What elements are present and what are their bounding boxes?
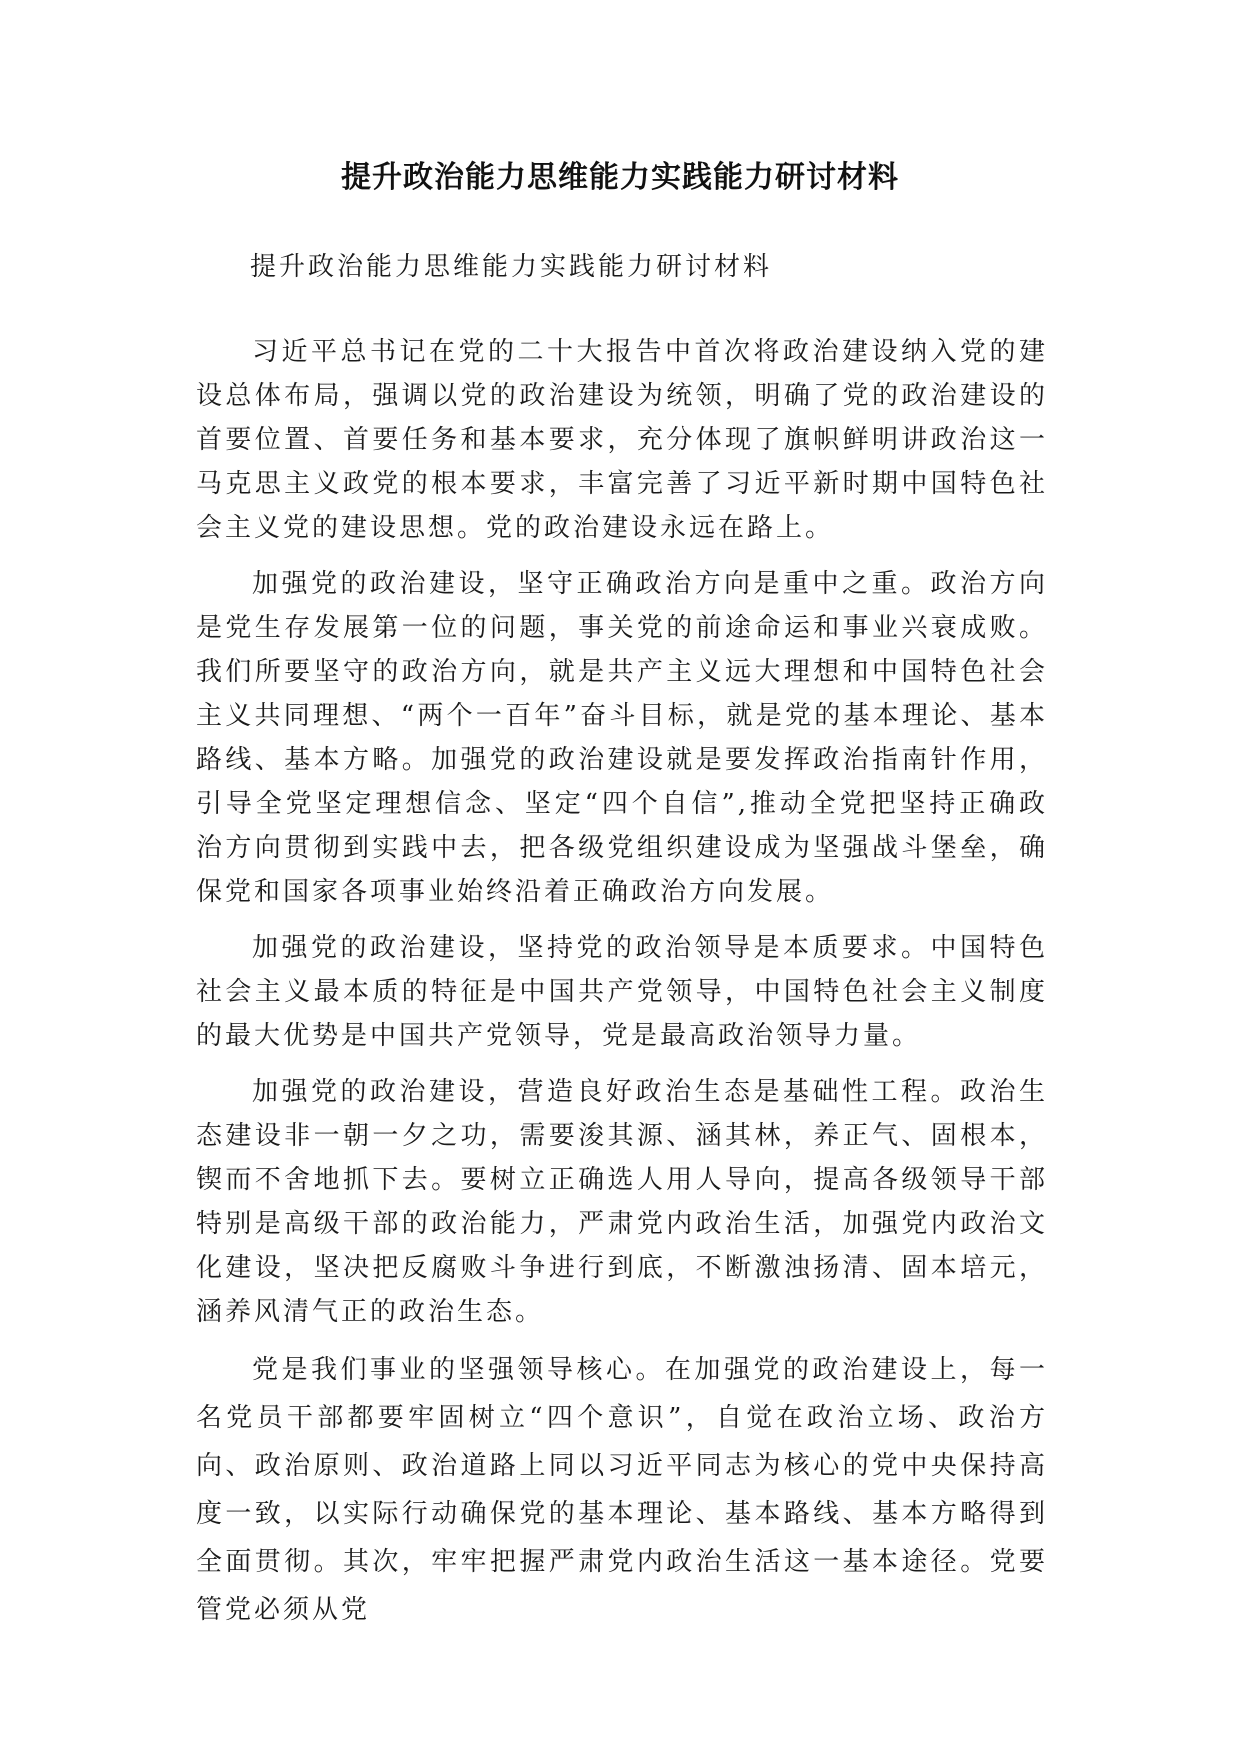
paragraph-party-core: 党是我们事业的坚强领导核心。在加强党的政治建设上，每一名党员干部都要牢固树立“四个意识”，自觉在政治立场、政治方向、政治原则、政治道路上同以习近平同志为核心的党中央保持高度一致，以实际行动确保党的基本理论、基本路线、基本方略得到全面贯彻。其次，牢牢把握严肃党内政治生活这一基本途径。党要管党必须从党 (196, 1355, 1048, 1625)
document-title: 提升政治能力思维能力实践能力研讨材料 (341, 160, 899, 195)
paragraph-political-ecology: 加强党的政治建设，营造良好政治生态是基础性工程。政治生态建设非一朝一夕之功，需要浚其源、涵其林，养正气、固根本，锲而不舍地抓下去。要树立正确选人用人导向，提高各级领导干部特别是高级干部的政治能力，严肃党内政治生活，加强党内政治文化建设，坚决把反腐败斗争进行到底，不断激浊扬清、固本培元，涵养风清气正的政治生态。 (196, 1077, 1048, 1327)
paragraph-intro: 习近平总书记在党的二十大报告中首次将政治建设纳入党的建设总体布局，强调以党的政治建设为统领，明确了党的政治建设的首要位置、首要任务和基本要求，充分体现了旗帜鲜明讲政治这一马克思主义政党的根本要求，丰富完善了习近平新时期中国特色社会主义党的建设思想。党的政治建设永远在路上。 (196, 337, 1048, 543)
document-body (196, 330, 1048, 1646)
document-subtitle: 提升政治能力思维能力实践能力研讨材料 (250, 252, 773, 282)
paragraph-political-direction: 加强党的政治建设，坚守正确政治方向是重中之重。政治方向是党生存发展第一位的问题，事关党的前途命运和事业兴衰成败。我们所要坚守的政治方向，就是共产主义远大理想和中国特色社会主义共同理想、“两个一百年”奋斗目标，就是党的基本理论、基本路线、基本方略。加强党的政治建设就是要发挥政治指南针作用，引导全党坚定理想信念、坚定“四个自信”,推动全党把坚持正确政治方向贯彻到实践中去，把各级党组织建设成为坚强战斗堡垒，确保党和国家各项事业始终沿着正确政治方向发展。 (196, 569, 1048, 907)
paragraph-political-leadership: 加强党的政治建设，坚持党的政治领导是本质要求。中国特色社会主义最本质的特征是中国共产党领导，中国特色社会主义制度的最大优势是中国共产党领导，党是最高政治领导力量。 (196, 933, 1048, 1051)
